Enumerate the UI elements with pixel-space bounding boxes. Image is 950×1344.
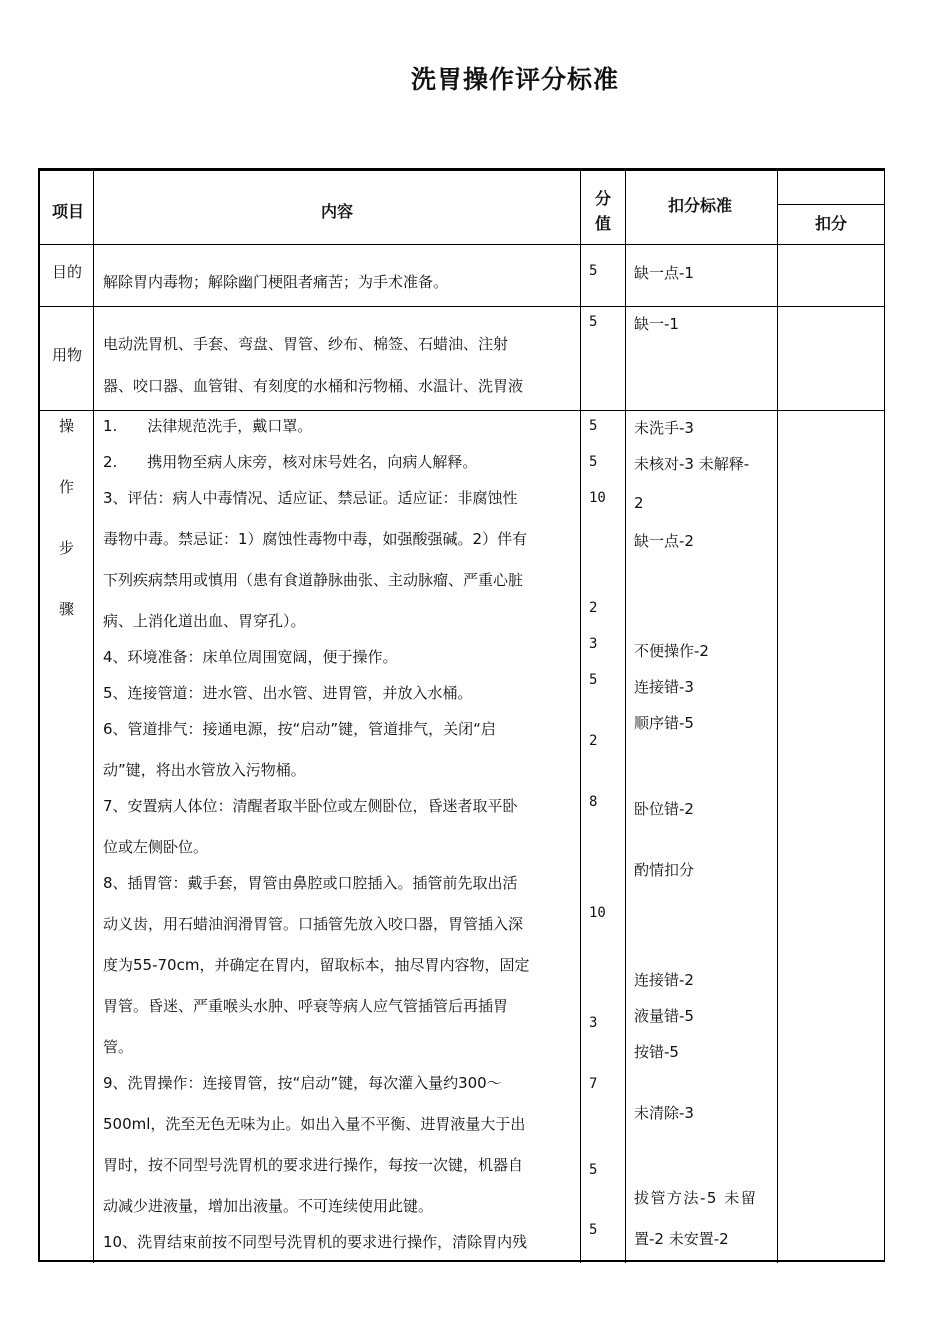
deduction-rule: 置-2 未安置-2	[634, 1230, 729, 1248]
content-line: 度为55-70cm，并确定在胃内，留取标本，抽尽胃内容物，固定	[103, 956, 530, 974]
header-score-1: 分	[595, 189, 612, 208]
header-subdivider	[777, 204, 885, 205]
content-line: 4、环境准备：床单位周围宽阔，便于操作。	[103, 648, 398, 666]
content-line: 动义齿，用石蜡油润滑胃管。口插管先放入咬口器，胃管插入深	[103, 915, 524, 933]
content-line: 动减少进液量，增加出液量。不可连续使用此键。	[103, 1197, 434, 1215]
deduction-rule: 液量错-5	[634, 1007, 694, 1025]
content-line: 电动洗胃机、手套、弯盘、胃管、纱布、棉签、石蜡油、注射	[103, 335, 509, 353]
header-deduct-standard: 扣分标准	[668, 196, 733, 215]
deduction-rule: 未核对-3 未解释-	[634, 455, 750, 473]
column-divider	[93, 171, 94, 1263]
content-line: 胃管。昏迷、严重喉头水肿、呼衰等病人应气管插管后再插胃	[103, 997, 509, 1015]
column-divider	[777, 171, 778, 1263]
deduction-rule: 酌情扣分	[634, 861, 695, 879]
content-line: 7、安置病人体位：清醒者取半卧位或左侧卧位，昏迷者取平卧	[103, 797, 518, 815]
row-item-char: 作	[59, 478, 75, 496]
content-line: 下列疾病禁用或慎用（患有食道静脉曲张、主动脉瘤、严重心脏	[103, 571, 524, 589]
row-item-label: 目的	[52, 263, 83, 281]
deduction-rule: 卧位错-2	[634, 800, 694, 818]
content-line: 位或左侧卧位。	[103, 838, 209, 856]
content-line: 管。	[103, 1038, 134, 1056]
column-divider	[580, 171, 581, 1263]
score-value: 3	[589, 1015, 598, 1031]
deduction-rule: 连接错-2	[634, 971, 694, 989]
content-line: 6、管道排气：接通电源，按“启动”键，管道排气，关闭“启	[103, 720, 496, 738]
deduction-rule: 缺一点-2	[634, 532, 694, 550]
scoring-table	[38, 168, 885, 1262]
score-value: 3	[589, 636, 598, 652]
deduction-rule: 拔管方法-5 未留	[634, 1189, 758, 1207]
score-value: 5	[589, 418, 598, 434]
score-value: 5	[589, 1222, 598, 1238]
score-value: 5	[589, 672, 598, 688]
header-score-2: 值	[595, 214, 612, 233]
content-line: 病、上消化道出血、胃穿孔）。	[103, 612, 306, 630]
score-value: 5	[589, 314, 598, 330]
content-line: 毒物中毒。禁忌证：1）腐蚀性毒物中毒，如强酸强碱。2）伴有	[103, 530, 528, 548]
content-line: 5、连接管道：进水管、出水管、进胃管，并放入水桶。	[103, 684, 473, 702]
content-line: 10、洗胃结束前按不同型号洗胃机的要求进行操作，清除胃内残	[103, 1233, 528, 1251]
content-line: 8、插胃管：戴手套，胃管由鼻腔或口腔插入。插管前先取出活	[103, 874, 518, 892]
score-value: 5	[589, 454, 598, 470]
content-line: 500ml，洗至无色无味为止。如出入量不平衡、进胃液量大于出	[103, 1115, 526, 1133]
content-line: 3、评估：病人中毒情况、适应证、禁忌证。适应证：非腐蚀性	[103, 489, 518, 507]
content-line: 动”键，将出水管放入污物桶。	[103, 761, 306, 779]
deduction-rule: 顺序错-5	[634, 714, 694, 732]
page-title: 洗胃操作评分标准	[410, 65, 619, 94]
row-item-char: 骤	[59, 600, 75, 618]
content-line: 器、咬口器、血管钳、有刻度的水桶和污物桶、水温计、洗胃液	[103, 377, 524, 395]
deduction-rule: 不便操作-2	[634, 642, 709, 660]
deduction-rule: 2	[634, 494, 644, 512]
deduction-rule: 缺一点-1	[634, 264, 694, 282]
content-line: 2. 携用物至病人床旁，核对床号姓名，向病人解释。	[103, 453, 478, 471]
content-line: 9、洗胃操作：连接胃管，按“启动”键，每次灌入量约300～	[103, 1074, 502, 1092]
content-line: 胃时，按不同型号洗胃机的要求进行操作，每按一次键，机器自	[103, 1156, 524, 1174]
row-item-char: 步	[59, 539, 75, 557]
header-deduct: 扣分	[815, 214, 848, 233]
score-value: 5	[589, 1162, 598, 1178]
score-value: 7	[589, 1076, 598, 1092]
row-divider	[40, 244, 885, 245]
row-divider	[40, 410, 885, 411]
content-line: 1. 法律规范洗手，戴口罩。	[103, 417, 313, 435]
score-value: 8	[589, 794, 598, 810]
score-value: 10	[589, 490, 606, 506]
score-value: 2	[589, 600, 598, 616]
deduction-rule: 未洗手-3	[634, 419, 694, 437]
row-divider	[40, 306, 885, 307]
header-item: 项目	[52, 202, 85, 221]
score-value: 5	[589, 263, 598, 279]
score-value: 10	[589, 905, 606, 921]
deduction-rule: 按错-5	[634, 1043, 679, 1061]
deduction-rule: 连接错-3	[634, 678, 694, 696]
deduction-rule: 缺一-1	[634, 315, 679, 333]
row-item-label: 用物	[52, 346, 83, 364]
score-value: 2	[589, 733, 598, 749]
column-divider	[625, 171, 626, 1263]
header-content: 内容	[321, 202, 354, 221]
content-line: 解除胃内毒物；解除幽门梗阻者痛苦；为手术准备。	[103, 273, 449, 291]
deduction-rule: 未清除-3	[634, 1104, 694, 1122]
row-item-char: 操	[59, 417, 75, 435]
